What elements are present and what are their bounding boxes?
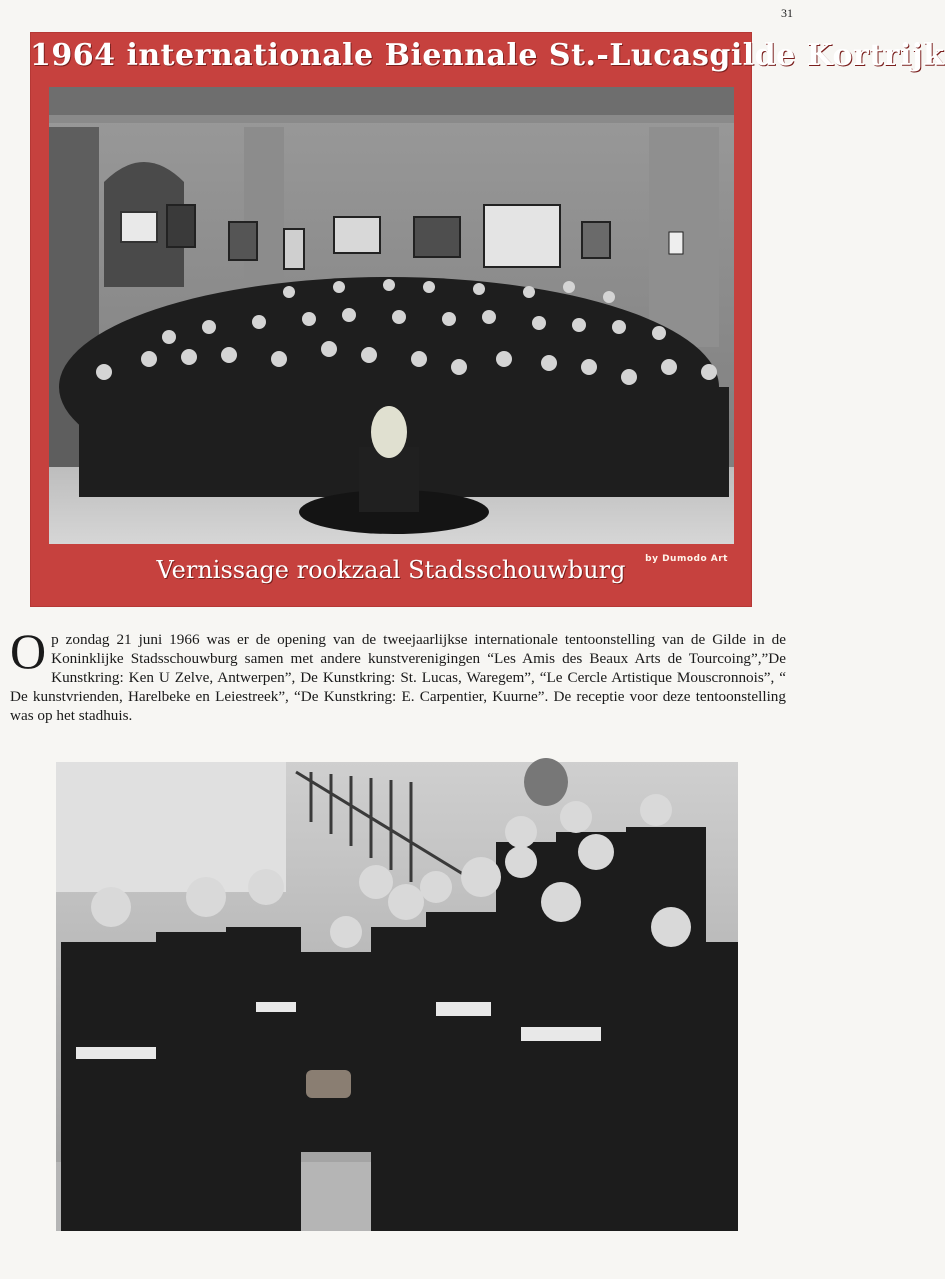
reception-group-photo	[56, 762, 738, 1231]
article-text: p zondag 21 juni 1966 was er de opening van de tweejaarlijkse internationale tentoonstelling van de Gilde in de Koninklijke Stadsschouwburg samen met andere kunstverenigingen “Les Amis des Beaux Arts de Tourcoing”,”De Kunstkring: Ken U Zelve, Antwerpen”, De Kunstkring: St. Lucas, Waregem”, “Le Cercle Artistique Mouscronnois”, “ De kunstvrienden, Harelbeke en Leiestreek”, “De Kunstkring: E. Carpentier, Kuurne”. De receptie voor deze tentoonstelling was op het stadhuis.	[10, 631, 786, 724]
drop-cap: O	[10, 623, 47, 679]
article-paragraph	[10, 623, 786, 725]
exhibition-group-photo	[49, 87, 734, 544]
page-number: 31	[781, 6, 793, 20]
exhibition-poster	[30, 32, 945, 607]
photo-credit: by Dumodo Art	[645, 554, 728, 564]
poster-caption: Vernissage rookzaal Stadsschouwburg	[156, 556, 626, 584]
poster-title: 1964 internationale Biennale St.-Lucasgilde Kortrijk	[30, 38, 945, 73]
